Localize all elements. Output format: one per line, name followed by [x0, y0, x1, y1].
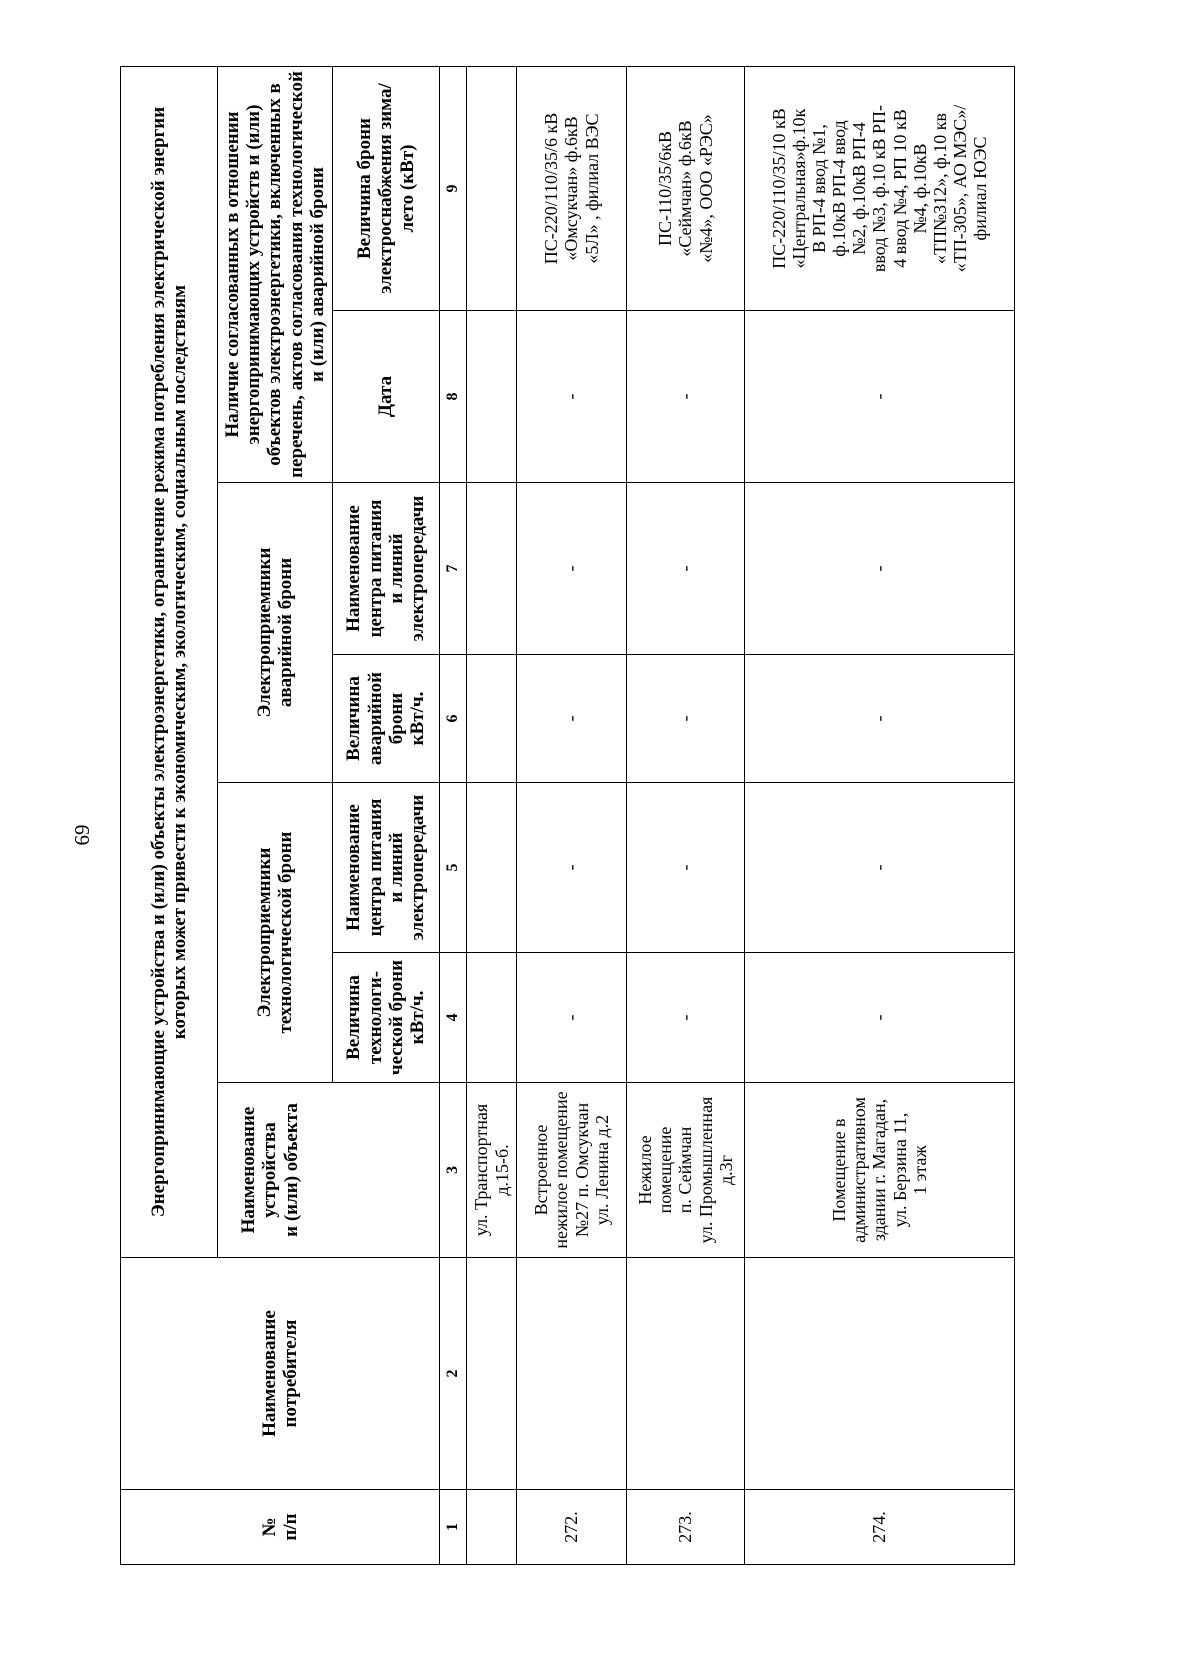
act-date-cell: - [627, 311, 745, 483]
row-number: 274. [745, 1490, 1015, 1565]
header-tech-value: Величина технологи- ческой брони кВт/ч. [333, 953, 440, 1083]
header-tech-center: Наименование центра питания и линий электропередачи [333, 783, 440, 953]
consumer-cell [517, 1258, 627, 1490]
emerg-center-cell: - [745, 483, 1015, 655]
device-cell: Встроенное нежилое помещение №27 п. Омсукчан ул. Ленина д.2 [517, 1083, 627, 1258]
header-emerg-center: Наименование центра питания и линий электропередачи [333, 483, 440, 655]
column-number: 7 [440, 483, 467, 655]
consumer-cell [745, 1258, 1015, 1490]
column-number: 9 [440, 67, 467, 311]
header-device: Наименование устройства и (или) объекта [218, 1083, 440, 1258]
column-number: 8 [440, 311, 467, 483]
act-date-cell [467, 311, 517, 483]
column-number: 3 [440, 1083, 467, 1258]
tech-value-cell: - [517, 953, 627, 1083]
header-row-1 [121, 67, 218, 1565]
act-value-cell: ПС-220/110/35/10 кВ «Центральная»ф.10к В РП-4 ввод №1, ф.10кВ РП-4 ввод №2, ф.10кВ РП-4 ввод №3, ф.10 кВ РП- 4 ввод №4, РП 10 кВ №4, ф.10кВ «ТП№312», ф.10 кв «ТП-305», АО МЭС»/ филиал ЮЭС [745, 67, 1015, 311]
device-cell: Помещение в административном здании г. Магадан, ул. Берзина 11, 1 этаж [745, 1083, 1015, 1258]
tech-center-cell: - [627, 783, 745, 953]
tech-center-cell [467, 783, 517, 953]
column-number: 1 [440, 1490, 467, 1565]
act-value-cell: ПС-110/35/6кВ «Сеймчан» ф.6кВ «№4», ООО «РЭС» [627, 67, 745, 311]
tech-center-cell: - [517, 783, 627, 953]
column-number-row [440, 67, 467, 1565]
tech-center-cell: - [745, 783, 1015, 953]
header-tech-group: Электроприемники технологической брони [218, 783, 333, 1083]
emerg-center-cell [467, 483, 517, 655]
emerg-center-cell: - [627, 483, 745, 655]
device-cell: ул. Транспортная д.15-б. [467, 1083, 517, 1258]
header-acts-date: Дата [333, 311, 440, 483]
act-date-cell: - [745, 311, 1015, 483]
header-emerg-value: Величина аварийной брони кВт/ч. [333, 655, 440, 783]
tech-value-cell: - [745, 953, 1015, 1083]
table-row [745, 67, 1015, 1565]
act-date-cell: - [517, 311, 627, 483]
header-emerg-group: Электроприемники аварийной брони [218, 483, 333, 783]
row-number: 273. [627, 1490, 745, 1565]
consumer-cell [467, 1258, 517, 1490]
consumer-cell [627, 1258, 745, 1490]
emerg-value-cell [467, 655, 517, 783]
header-group-title: Энергопринимающие устройства и (или) объекты электроэнергетики, ограничение режима потребления электрической энергии которых может привести к экономическим, экологическим, социальным последствиям [121, 67, 218, 1258]
act-value-cell [467, 67, 517, 311]
reservation-table [120, 66, 1015, 1565]
row-number: 272. [517, 1490, 627, 1565]
header-acts-value: Величина брони электроснабжения зима/лето (кВт) [333, 67, 440, 311]
table-row [627, 67, 745, 1565]
header-no: № п/п [121, 1490, 440, 1565]
table-row [467, 67, 517, 1565]
device-cell: Нежилое помещение п. Сеймчан ул. Промышленная д.3г [627, 1083, 745, 1258]
header-consumer: Наименование потребителя [121, 1258, 440, 1490]
column-number: 5 [440, 783, 467, 953]
column-number: 6 [440, 655, 467, 783]
tech-value-cell: - [627, 953, 745, 1083]
header-acts-group: Наличие согласованных в отношении энергопринимающих устройств и (или) объектов электроэнергетики, включенных в перечень, актов согласования технологической и (или) аварийной брони [218, 67, 333, 483]
page-number: 69 [70, 824, 94, 846]
column-number: 4 [440, 953, 467, 1083]
table-row [517, 67, 627, 1565]
emerg-value-cell: - [517, 655, 627, 783]
act-value-cell: ПС-220/110/35/6 кВ «Омсукчан» ф.6кВ «5Л» , филиал ВЭС [517, 67, 627, 311]
tech-value-cell [467, 953, 517, 1083]
column-number: 2 [440, 1258, 467, 1490]
emerg-value-cell: - [745, 655, 1015, 783]
emerg-value-cell: - [627, 655, 745, 783]
row-number [467, 1490, 517, 1565]
emerg-center-cell: - [517, 483, 627, 655]
